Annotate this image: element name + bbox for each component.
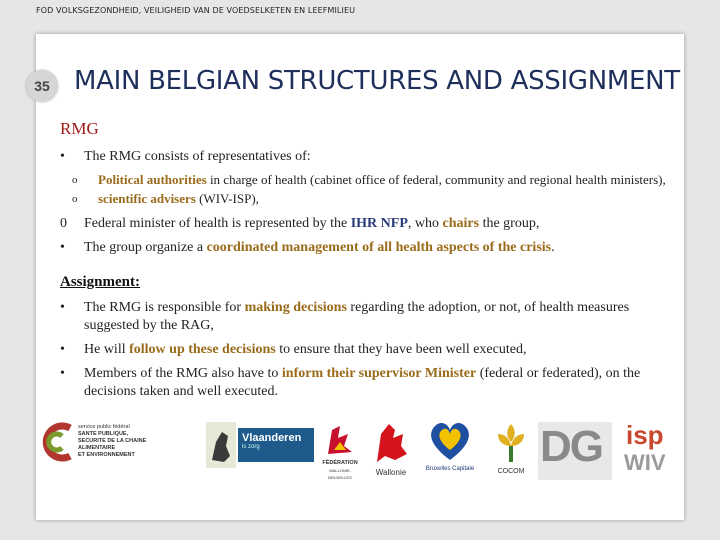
- alt-marker: 0: [60, 216, 67, 231]
- isp-wiv-logo: [620, 420, 680, 484]
- fwb-logo: [318, 424, 362, 484]
- rmg-bullet-2-text-c: the group,: [479, 216, 540, 231]
- bruxelles-label: Bruxelles Capitale: [425, 466, 475, 472]
- assignment-bullet-3-text-a: Members of the RMG also have to: [84, 366, 282, 381]
- cocom-logo: [488, 422, 534, 482]
- assignment-bullet-2-text-b: to ensure that they have been well executed,: [275, 342, 527, 357]
- spf-text: service public fédéral SANTE PUBLIQUE, SECURITE DE LA CHAINE ALIMENTAIRE ET ENVIRONNEMENT: [78, 424, 147, 458]
- assignment-bullet-2-highlight: follow up these decisions: [129, 342, 276, 357]
- rmg-heading: RMG: [60, 119, 99, 138]
- sub-marker: o: [72, 174, 78, 186]
- bullet-marker: •: [60, 342, 65, 357]
- rmg-sub-2: [60, 191, 680, 207]
- bullet-marker: •: [60, 300, 65, 315]
- bullet-marker: •: [60, 366, 65, 381]
- rmg-bullet-3-text-a: The group organize a: [84, 240, 207, 255]
- fwb-rooster-icon: [324, 424, 356, 458]
- wiv-label: WIV: [624, 450, 666, 475]
- wallonie-rooster-icon: [371, 420, 411, 466]
- iris-heart-icon: [427, 420, 473, 462]
- assignment-heading: Assignment:: [60, 274, 141, 290]
- slide-title: MAIN BELGIAN STRUCTURES AND ASSIGNMENT: [74, 66, 680, 96]
- assignment-bullet-1: [60, 299, 680, 335]
- rmg-sub-1: [60, 172, 680, 188]
- assignment-bullet-1-highlight: making decisions: [244, 300, 347, 315]
- rmg-bullet-2-highlight-1: IHR NFP: [350, 216, 408, 231]
- rmg-bullet-2-highlight-2: chairs: [442, 216, 480, 231]
- rmg-bullet-2-text-b: , who: [407, 216, 443, 231]
- rmg-bullet-3: [60, 239, 680, 257]
- vlaanderen-sub-label: is zorg: [242, 444, 260, 450]
- assignment-bullet-2: [60, 341, 680, 359]
- bullet-marker: •: [60, 240, 65, 255]
- bruxelles-logo: [420, 420, 480, 482]
- wallonie-logo: [366, 420, 416, 482]
- rmg-bullet-3-highlight: coordinated management of all health aspects of the crisis: [206, 240, 552, 255]
- assignment-bullet-3: [60, 365, 680, 401]
- rmg-sub-1-highlight: Political authorities: [98, 172, 207, 187]
- assignment-bullet-2-text-a: He will: [84, 342, 130, 357]
- iris-flower-icon: [494, 422, 528, 464]
- vlaanderen-banner: [238, 428, 314, 462]
- bullet-marker: •: [60, 149, 65, 164]
- sub-marker: o: [72, 193, 78, 205]
- assignment-bullet-3-highlight: inform their supervisor Minister: [281, 366, 477, 381]
- rmg-bullet-1: [60, 148, 680, 166]
- rmg-sub-1-text: in charge of health (cabinet office of federal, community and regional health ministers),: [206, 172, 666, 187]
- assignment-bullet-1-text-a: The RMG is responsible for: [84, 300, 245, 315]
- slide-body: [60, 120, 680, 407]
- dg-label: DG: [540, 422, 602, 471]
- isp-label: isp: [626, 420, 664, 450]
- rmg-bullet-3-text-b: .: [551, 240, 555, 255]
- rmg-bullet-2: [60, 215, 680, 233]
- org-header-line: FOD VOLKSGEZONDHEID, VEILIGHEID VAN DE VOEDSELKETEN EN LEEFMILIEU: [36, 6, 356, 15]
- assignment-bullet-3-text-b: (federal or federated), on the decisions taken and well executed.: [84, 366, 641, 399]
- rmg-sub-2-text: (WIV-ISP),: [195, 191, 259, 206]
- assignment-bullet-1-text-b: regarding the adoption, or not, of health measures suggested by the RAG,: [84, 300, 630, 333]
- spf-logo: [38, 420, 148, 486]
- rmg-sub-2-highlight: scientific advisers: [98, 191, 196, 206]
- fwb-text: FÉDÉRATION WALLONIE-BRUXELLES: [322, 460, 358, 480]
- slide-number-badge: 35: [26, 70, 58, 102]
- wallonie-label: Wallonie: [375, 468, 407, 477]
- cocom-label: COCOM: [497, 468, 525, 475]
- dg-logo: [538, 422, 612, 480]
- flanders-lion-icon: [206, 422, 236, 468]
- rmg-bullet-2-text-a: Federal minister of health is represented by the: [84, 216, 351, 231]
- vlaanderen-logo: [206, 422, 316, 472]
- vlaanderen-label: Vlaanderen: [242, 432, 302, 444]
- rmg-bullet-1-text: The RMG consists of representatives of:: [84, 149, 311, 164]
- partner-logos: [36, 410, 684, 490]
- spf-emblem-icon: [40, 422, 74, 462]
